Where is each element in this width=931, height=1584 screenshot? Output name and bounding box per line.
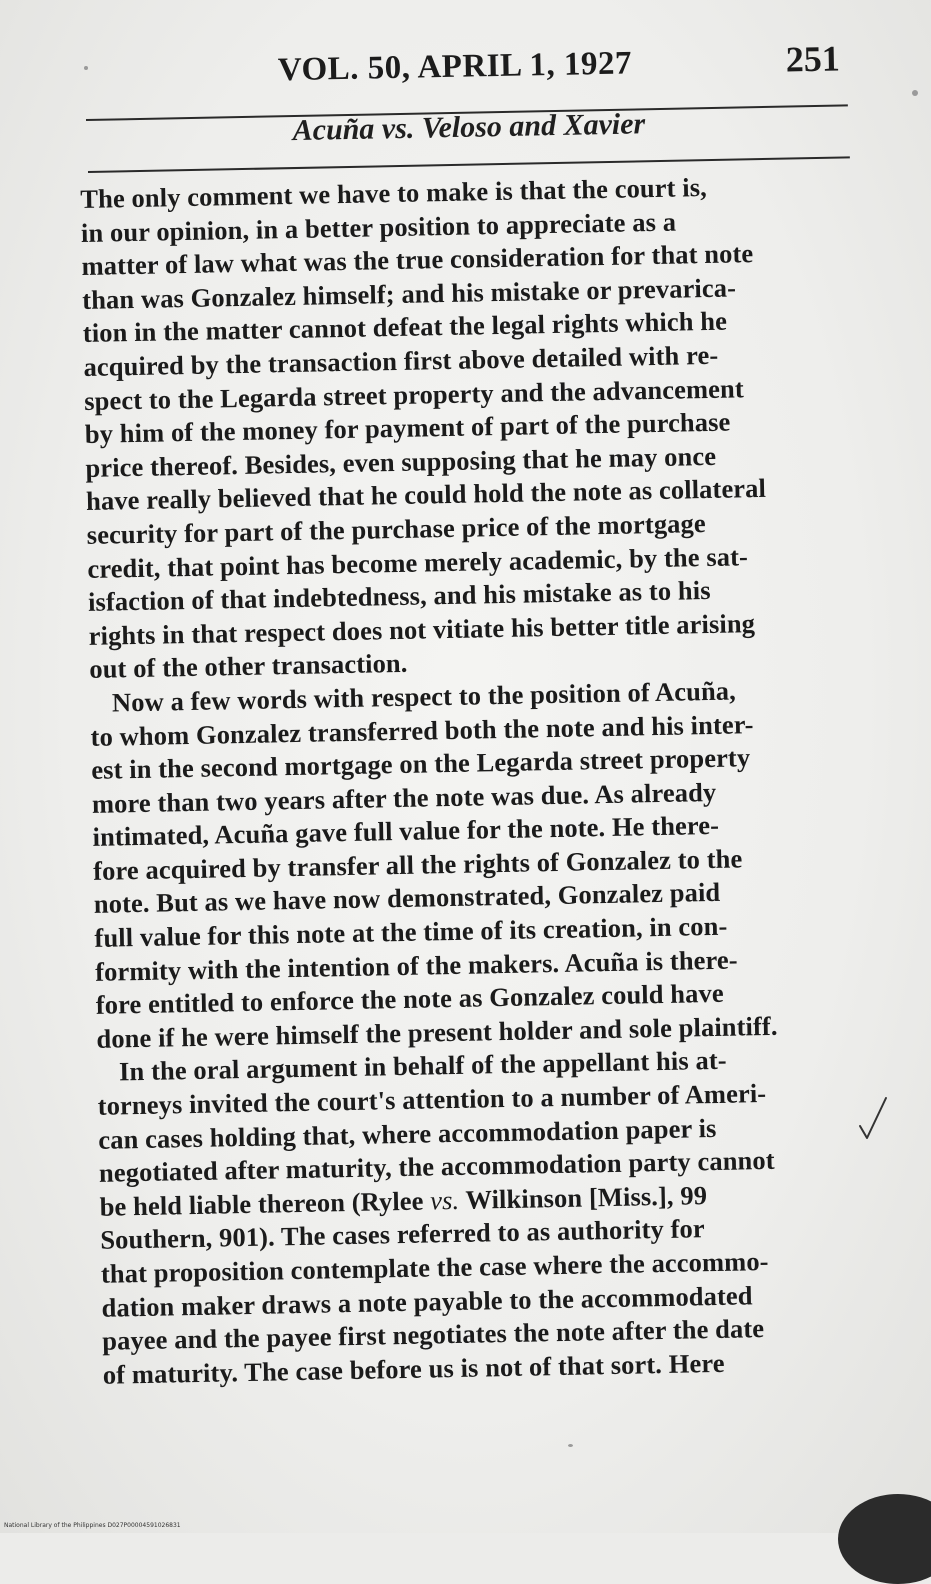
text-line: Southern, 901). The cases referred to as authority for bbox=[100, 1213, 706, 1256]
scan-footer-label: National Library of the Philippines D027P00004591026831 bbox=[4, 1522, 181, 1529]
body-text bbox=[80, 168, 903, 1393]
text-line: negotiated after maturity, the accommodation party cannot bbox=[98, 1145, 775, 1189]
text-line: note. But as we have now demonstrated, Gonzalez paid bbox=[93, 877, 721, 920]
text-line: of maturity. The case before us is not of that sort. Here bbox=[102, 1347, 725, 1390]
page-number: 251 bbox=[785, 38, 841, 80]
running-head bbox=[80, 37, 851, 102]
scan-speck bbox=[84, 66, 88, 70]
text-line: acquired by the transaction first above detailed with re- bbox=[83, 339, 719, 382]
text-line: spect to the Legarda street property and the advancement bbox=[83, 372, 745, 416]
text-line: In the oral argument in behalf of the appellant his at- bbox=[118, 1045, 727, 1087]
text-line: fore acquired by transfer all the rights of Gonzalez to the bbox=[92, 843, 743, 886]
text-line: more than two years after the note was due. As already bbox=[91, 776, 717, 819]
text-line: price thereof. Besides, even supposing that he may once bbox=[85, 440, 717, 483]
text-line: fore entitled to enforce the note as Gonzalez could have bbox=[95, 978, 724, 1021]
scan-speck bbox=[568, 1444, 573, 1447]
text-line: formity with the intention of the makers. Acuña is there- bbox=[94, 944, 738, 987]
text-line: est in the second mortgage on the Legarda street property bbox=[90, 742, 751, 785]
handwritten-checkmark-icon bbox=[858, 1096, 888, 1144]
text-line: by him of the money for payment of part of the purchase bbox=[84, 406, 731, 450]
scan-thumb-shadow bbox=[838, 1494, 931, 1584]
text-line: The only comment we have to make is that the court is, bbox=[80, 171, 708, 214]
text-line: torneys invited the court's attention to a number of Ameri- bbox=[97, 1078, 767, 1121]
text-line: rights in that respect does not vitiate his better title arising bbox=[88, 607, 756, 651]
text-line: intimated, Acuña gave full value for the note. He there- bbox=[92, 810, 720, 853]
text-line: isfaction of that indebtedness, and his mistake as to his bbox=[87, 575, 711, 618]
text-line: payee and the payee first negotiates the note after the date bbox=[101, 1313, 765, 1356]
text-line: matter of law what was the true consideration for that note bbox=[81, 238, 754, 282]
text-line: to whom Gonzalez transferred both the note and his inter- bbox=[90, 708, 754, 752]
text-line: have really believed that he could hold the note as collateral bbox=[85, 473, 767, 517]
text-line: tion in the matter cannot defeat the legal rights which he bbox=[82, 305, 728, 349]
text-line: out of the other transaction. bbox=[89, 648, 408, 685]
case-title: Acuña vs. Veloso and Xavier bbox=[292, 107, 646, 148]
text-line: in our opinion, in a better position to appreciate as a bbox=[80, 206, 677, 248]
text-line: than was Gonzalez himself; and his mistake or prevarica- bbox=[81, 272, 737, 315]
text-line: full value for this note at the time of its creation, in con- bbox=[94, 910, 728, 953]
text-line: that proposition contemplate the case where the accommo- bbox=[100, 1245, 769, 1289]
text-line: done if he were himself the present holder and sole plaintiff. bbox=[96, 1010, 778, 1054]
text-line: dation maker draws a note payable to the accommodated bbox=[101, 1279, 753, 1323]
text-line: Now a few words with respect to the position of Acuña, bbox=[111, 675, 737, 718]
text-line: credit, that point has become merely academic, by the sat- bbox=[87, 540, 749, 584]
text-line: can cases holding that, where accommodation paper is bbox=[98, 1112, 717, 1155]
text-line: be held liable thereon (Rylee vs. Wilkinson [Miss.], 99 bbox=[99, 1179, 708, 1222]
scan-speck bbox=[912, 90, 918, 96]
text-line: security for part of the purchase price of the mortgage bbox=[86, 507, 706, 550]
volume-date: VOL. 50, APRIL 1, 1927 bbox=[277, 45, 633, 89]
